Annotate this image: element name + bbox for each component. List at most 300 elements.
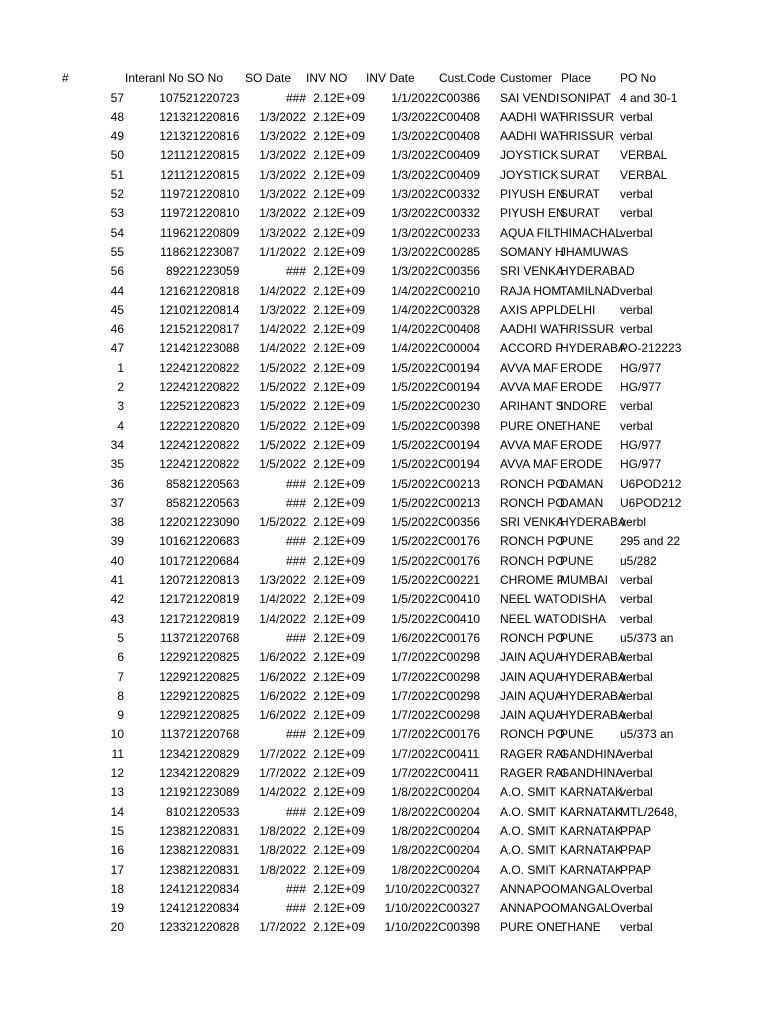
cell-so-date[interactable]: 1/3/2022 xyxy=(259,302,306,317)
cell-so-date[interactable]: 1/5/2022 xyxy=(259,437,306,452)
cell-so-no[interactable]: 21220823 xyxy=(186,399,240,414)
cell-internal-no[interactable]: 1241 xyxy=(159,901,186,916)
cell-so-date[interactable]: ### xyxy=(285,901,306,916)
cell-internal-no[interactable]: 1213 xyxy=(159,129,186,144)
cell-place[interactable]: SURAT xyxy=(560,167,600,182)
cell-row-number[interactable]: 9 xyxy=(117,708,124,723)
cell-so-date[interactable]: 1/5/2022 xyxy=(259,380,306,394)
cell-inv-no[interactable]: 2.12E+09 xyxy=(313,225,365,240)
cell-inv-no[interactable]: 2.12E+09 xyxy=(313,167,365,182)
cell-so-date[interactable]: 1/4/2022 xyxy=(259,283,306,298)
cell-so-no[interactable]: 21220768 xyxy=(186,727,240,742)
cell-so-date[interactable]: ### xyxy=(285,727,306,742)
cell-row-number[interactable]: 37 xyxy=(110,495,124,510)
cell-so-date[interactable]: ### xyxy=(285,264,306,279)
cell-so-no[interactable]: 21220818 xyxy=(186,283,240,298)
cell-row-number[interactable]: 20 xyxy=(110,920,124,935)
cell-place[interactable]: DELHI xyxy=(560,302,596,317)
cell-cust-code[interactable]: C00176 xyxy=(438,534,481,549)
cell-customer[interactable]: ANNAPOO xyxy=(500,881,561,896)
cell-po-no[interactable]: verbal xyxy=(620,650,653,665)
cell-inv-no[interactable]: 2.12E+09 xyxy=(313,90,365,105)
cell-customer[interactable]: JAIN AQUA xyxy=(500,669,563,684)
cell-so-date[interactable]: 1/8/2022 xyxy=(259,843,306,858)
cell-inv-no[interactable]: 2.12E+09 xyxy=(313,399,365,414)
cell-cust-code[interactable]: C00176 xyxy=(438,553,481,568)
cell-cust-code[interactable]: C00411 xyxy=(438,746,480,761)
cell-po-no[interactable]: verbal xyxy=(620,109,653,124)
cell-internal-no[interactable]: 1197 xyxy=(160,187,186,201)
cell-inv-date[interactable]: 1/8/2022 xyxy=(391,843,438,858)
cell-inv-date[interactable]: 1/3/2022 xyxy=(391,148,438,163)
cell-so-no[interactable]: 21220563 xyxy=(186,495,240,510)
cell-inv-no[interactable]: 2.12E+09 xyxy=(313,418,365,433)
cell-po-no[interactable]: verbal xyxy=(620,225,653,240)
cell-row-number[interactable]: 12 xyxy=(110,766,124,780)
cell-internal-no[interactable]: 1238 xyxy=(159,843,186,858)
cell-internal-no[interactable]: 1238 xyxy=(159,823,186,838)
cell-po-no[interactable]: PPAP xyxy=(620,862,652,877)
cell-inv-date[interactable]: 1/8/2022 xyxy=(391,785,438,800)
cell-so-date[interactable]: 1/5/2022 xyxy=(259,360,306,375)
cell-place[interactable]: ODISHA xyxy=(560,611,607,626)
cell-internal-no[interactable]: 858 xyxy=(165,476,186,491)
cell-inv-no[interactable]: 2.12E+09 xyxy=(313,264,365,279)
header-inv-date[interactable]: INV Date xyxy=(366,71,415,85)
cell-internal-no[interactable]: 1229 xyxy=(159,650,186,665)
cell-cust-code[interactable]: C00409 xyxy=(438,167,481,182)
cell-place[interactable]: HYDERABA xyxy=(560,515,627,530)
cell-place[interactable]: PUNE xyxy=(560,727,594,742)
header-po-no[interactable]: PO No xyxy=(620,71,657,85)
cell-inv-no[interactable]: 2.12E+09 xyxy=(313,244,365,259)
cell-inv-no[interactable]: 2.12E+09 xyxy=(313,515,365,530)
cell-so-no[interactable]: 21220822 xyxy=(186,360,240,375)
cell-so-no[interactable]: 21220819 xyxy=(186,592,240,607)
cell-internal-no[interactable]: 1016 xyxy=(159,534,186,549)
cell-internal-no[interactable]: 1186 xyxy=(160,244,186,259)
cell-customer[interactable]: A.O. SMIT xyxy=(500,823,557,838)
cell-po-no[interactable]: verbal xyxy=(620,881,653,896)
cell-cust-code[interactable]: C00194 xyxy=(438,380,481,394)
cell-cust-code[interactable]: C00356 xyxy=(438,515,481,530)
cell-internal-no[interactable]: 1220 xyxy=(159,515,186,530)
cell-place[interactable]: THANE xyxy=(560,418,601,433)
cell-po-no[interactable] xyxy=(620,262,682,281)
cell-inv-no[interactable]: 2.12E+09 xyxy=(313,495,365,510)
cell-so-date[interactable]: 1/3/2022 xyxy=(259,573,306,587)
cell-inv-no[interactable]: 2.12E+09 xyxy=(313,553,365,568)
cell-so-no[interactable]: 21220810 xyxy=(186,187,240,201)
cell-cust-code[interactable]: C00204 xyxy=(438,862,481,877)
cell-customer[interactable]: PURE ONE xyxy=(500,920,563,935)
cell-cust-code[interactable]: C00398 xyxy=(438,418,481,433)
cell-place[interactable]: KARNATAK xyxy=(560,804,623,819)
cell-inv-no[interactable]: 2.12E+09 xyxy=(313,669,365,684)
cell-so-date[interactable]: 1/3/2022 xyxy=(259,206,306,221)
cell-so-no[interactable]: 21220723 xyxy=(186,90,240,105)
cell-place[interactable]: MANGALO xyxy=(560,901,621,916)
cell-cust-code[interactable]: C00398 xyxy=(438,920,481,935)
cell-inv-date[interactable]: 1/5/2022 xyxy=(391,495,438,510)
cell-internal-no[interactable]: 1224 xyxy=(159,380,186,394)
cell-po-no[interactable]: HG/977 xyxy=(620,457,662,472)
cell-place[interactable]: PUNE xyxy=(560,534,594,549)
cell-cust-code[interactable]: C00332 xyxy=(438,206,481,221)
cell-po-no[interactable]: verbal xyxy=(620,399,653,414)
cell-place[interactable]: THANE xyxy=(560,920,601,935)
header-place[interactable]: Place xyxy=(561,71,592,85)
cell-customer[interactable]: SRI VENKA xyxy=(500,515,565,530)
cell-inv-no[interactable]: 2.12E+09 xyxy=(313,727,365,742)
cell-po-no[interactable]: u5/282 xyxy=(620,553,657,568)
cell-so-date[interactable]: ### xyxy=(285,630,306,645)
cell-inv-date[interactable]: 1/5/2022 xyxy=(391,553,438,568)
cell-customer[interactable]: A.O. SMIT xyxy=(500,862,557,877)
cell-inv-date[interactable]: 1/7/2022 xyxy=(391,669,438,684)
cell-place[interactable]: SURAT xyxy=(560,148,600,163)
cell-row-number[interactable]: 17 xyxy=(110,862,124,877)
cell-po-no[interactable]: U6POD212 xyxy=(620,476,682,491)
cell-place[interactable]: GANDHINA xyxy=(560,746,624,761)
cell-customer[interactable]: RONCH PO xyxy=(500,630,565,645)
cell-po-no[interactable]: verbal xyxy=(620,573,653,587)
cell-so-date[interactable]: 1/3/2022 xyxy=(259,225,306,240)
cell-customer[interactable]: AVVA MAF xyxy=(500,360,559,375)
cell-inv-date[interactable]: 1/3/2022 xyxy=(391,129,438,144)
cell-cust-code[interactable]: C00194 xyxy=(438,457,481,472)
cell-internal-no[interactable]: 1238 xyxy=(159,862,186,877)
cell-so-no[interactable]: 21220683 xyxy=(186,534,240,549)
cell-so-date[interactable]: ### xyxy=(285,881,306,896)
cell-place[interactable]: PUNE xyxy=(560,553,594,568)
cell-po-no[interactable]: verbal xyxy=(620,688,653,703)
cell-internal-no[interactable]: 1137 xyxy=(160,630,186,645)
cell-internal-no[interactable]: 1137 xyxy=(160,727,186,742)
cell-inv-no[interactable]: 2.12E+09 xyxy=(313,592,365,607)
cell-po-no[interactable]: verbl xyxy=(620,515,647,530)
cell-inv-no[interactable]: 2.12E+09 xyxy=(313,360,365,375)
cell-cust-code[interactable]: C00332 xyxy=(438,187,481,201)
cell-place[interactable]: ODISHA xyxy=(560,592,607,607)
cell-so-no[interactable]: 21220533 xyxy=(186,804,240,819)
cell-po-no[interactable]: u5/373 an xyxy=(620,630,674,645)
cell-so-date[interactable]: 1/8/2022 xyxy=(259,862,306,877)
cell-cust-code[interactable]: C00204 xyxy=(438,804,481,819)
cell-po-no[interactable]: verbal xyxy=(620,283,653,298)
cell-inv-date[interactable]: 1/3/2022 xyxy=(391,264,438,279)
cell-inv-date[interactable]: 1/3/2022 xyxy=(391,109,438,124)
cell-so-no[interactable]: 21223059 xyxy=(186,264,240,279)
cell-so-date[interactable]: ### xyxy=(285,804,306,819)
cell-inv-date[interactable]: 1/7/2022 xyxy=(391,708,438,723)
cell-inv-date[interactable]: 1/3/2022 xyxy=(391,206,438,221)
cell-customer[interactable]: RAJA HOM xyxy=(500,283,562,298)
cell-row-number[interactable]: 53 xyxy=(110,206,124,221)
cell-cust-code[interactable]: C00327 xyxy=(438,901,481,916)
cell-customer[interactable]: AADHI WAT xyxy=(500,129,566,144)
cell-inv-date[interactable]: 1/5/2022 xyxy=(391,437,438,452)
cell-place[interactable]: KARNATAK xyxy=(560,843,623,858)
cell-row-number[interactable]: 15 xyxy=(110,823,124,838)
cell-internal-no[interactable]: 1196 xyxy=(160,225,186,240)
cell-inv-date[interactable]: 1/3/2022 xyxy=(391,244,438,259)
cell-customer[interactable]: NEEL WAT xyxy=(500,611,560,626)
cell-internal-no[interactable]: 1224 xyxy=(159,437,186,452)
cell-po-no[interactable]: MTL/2648, xyxy=(620,804,678,819)
cell-so-no[interactable]: 21220828 xyxy=(186,920,240,935)
cell-inv-date[interactable]: 1/3/2022 xyxy=(391,225,438,240)
cell-cust-code[interactable]: C00298 xyxy=(438,669,481,684)
cell-internal-no[interactable]: 1197 xyxy=(160,206,186,221)
cell-so-date[interactable]: 1/6/2022 xyxy=(259,669,306,684)
cell-place[interactable]: TAMILNAD xyxy=(560,283,620,298)
cell-customer[interactable]: RONCH PO xyxy=(500,553,565,568)
cell-inv-date[interactable]: 1/5/2022 xyxy=(391,380,438,394)
cell-po-no[interactable]: HG/977 xyxy=(620,360,662,375)
cell-row-number[interactable]: 41 xyxy=(110,573,124,587)
cell-cust-code[interactable]: C00204 xyxy=(438,823,481,838)
cell-cust-code[interactable]: C00298 xyxy=(438,708,481,723)
cell-so-no[interactable]: 21223087 xyxy=(186,244,240,259)
cell-so-date[interactable]: 1/7/2022 xyxy=(259,920,306,935)
cell-inv-date[interactable]: 1/4/2022 xyxy=(391,341,438,356)
cell-so-no[interactable]: 21220813 xyxy=(186,573,240,587)
cell-inv-date[interactable]: 1/5/2022 xyxy=(391,399,438,414)
cell-inv-date[interactable]: 1/4/2022 xyxy=(391,283,438,298)
cell-internal-no[interactable]: 1241 xyxy=(159,881,186,896)
cell-cust-code[interactable]: C00327 xyxy=(438,881,481,896)
cell-place[interactable]: HIMACHAL xyxy=(560,225,623,240)
cell-inv-no[interactable]: 2.12E+09 xyxy=(313,380,365,394)
cell-customer[interactable]: RONCH PO xyxy=(500,534,565,549)
cell-po-no[interactable]: verbal xyxy=(620,708,653,723)
cell-customer[interactable]: RONCH PO xyxy=(500,727,565,742)
cell-inv-date[interactable]: 1/5/2022 xyxy=(391,611,438,626)
cell-internal-no[interactable]: 1219 xyxy=(159,785,186,800)
header-inv-no[interactable]: INV NO xyxy=(306,71,348,85)
cell-row-number[interactable]: 57 xyxy=(110,90,124,105)
cell-so-no[interactable]: 21220768 xyxy=(186,630,240,645)
cell-place[interactable]: HYDERABA xyxy=(560,669,627,684)
cell-row-number[interactable]: 6 xyxy=(117,650,124,665)
cell-so-date[interactable]: 1/3/2022 xyxy=(259,148,306,163)
cell-cust-code[interactable]: C00221 xyxy=(438,573,481,587)
cell-so-no[interactable]: 21220822 xyxy=(186,437,240,452)
cell-internal-no[interactable]: 1207 xyxy=(159,573,186,587)
cell-inv-date[interactable]: 1/5/2022 xyxy=(391,592,438,607)
cell-inv-no[interactable]: 2.12E+09 xyxy=(313,341,365,356)
cell-internal-no[interactable]: 1213 xyxy=(159,109,186,124)
cell-so-date[interactable]: 1/7/2022 xyxy=(259,766,306,780)
cell-cust-code[interactable]: C00004 xyxy=(438,341,481,356)
cell-internal-no[interactable]: 1222 xyxy=(159,418,186,433)
cell-cust-code[interactable]: C00298 xyxy=(438,688,481,703)
cell-so-no[interactable]: 21220831 xyxy=(186,843,240,858)
cell-place[interactable]: HRISSUR xyxy=(560,322,615,337)
cell-cust-code[interactable]: C00233 xyxy=(438,225,481,240)
cell-so-date[interactable]: 1/5/2022 xyxy=(259,457,306,472)
cell-inv-date[interactable]: 1/8/2022 xyxy=(391,823,438,838)
cell-customer[interactable]: JAIN AQUA xyxy=(500,650,563,665)
cell-inv-no[interactable]: 2.12E+09 xyxy=(313,881,365,896)
cell-place[interactable]: MANGALO xyxy=(560,881,621,896)
cell-internal-no[interactable]: 858 xyxy=(165,495,186,510)
cell-inv-no[interactable]: 2.12E+09 xyxy=(313,766,365,780)
cell-so-date[interactable]: 1/6/2022 xyxy=(259,688,306,703)
cell-cust-code[interactable]: C00408 xyxy=(438,322,481,337)
cell-so-date[interactable]: 1/7/2022 xyxy=(259,746,306,761)
cell-so-no[interactable]: 21220834 xyxy=(186,881,240,896)
cell-row-number[interactable]: 4 xyxy=(117,418,124,433)
cell-customer[interactable]: PIYUSH EN xyxy=(500,187,565,201)
cell-inv-date[interactable]: 1/6/2022 xyxy=(391,630,438,645)
cell-so-date[interactable]: 1/4/2022 xyxy=(259,341,306,356)
cell-cust-code[interactable]: C00204 xyxy=(438,843,481,858)
cell-po-no[interactable]: verbal xyxy=(620,418,653,433)
cell-cust-code[interactable]: C00408 xyxy=(438,109,481,124)
cell-po-no[interactable]: verbal xyxy=(620,901,653,916)
cell-so-date[interactable]: ### xyxy=(285,553,306,568)
cell-row-number[interactable]: 8 xyxy=(117,688,124,703)
cell-place[interactable]: ERODE xyxy=(560,437,603,452)
cell-po-no[interactable]: PO-212223 xyxy=(620,341,682,356)
cell-row-number[interactable]: 46 xyxy=(110,322,124,337)
cell-so-no[interactable]: 21220684 xyxy=(186,553,240,568)
cell-so-date[interactable]: 1/5/2022 xyxy=(259,399,306,414)
cell-inv-date[interactable]: 1/3/2022 xyxy=(391,187,438,201)
cell-inv-no[interactable]: 2.12E+09 xyxy=(313,843,365,858)
cell-internal-no[interactable]: 1211 xyxy=(160,148,186,163)
cell-inv-date[interactable]: 1/5/2022 xyxy=(391,534,438,549)
cell-po-no[interactable]: verbal xyxy=(620,302,653,317)
cell-row-number[interactable]: 45 xyxy=(110,302,124,317)
cell-place[interactable]: ERODE xyxy=(560,457,603,472)
cell-so-no[interactable]: 21223090 xyxy=(186,515,240,530)
cell-po-no[interactable]: U6POD212 xyxy=(620,495,682,510)
cell-internal-no[interactable]: 810 xyxy=(165,804,186,819)
cell-so-date[interactable]: 1/4/2022 xyxy=(259,785,306,800)
cell-inv-no[interactable]: 2.12E+09 xyxy=(313,708,365,723)
cell-po-no[interactable]: VERBAL xyxy=(620,148,668,163)
cell-row-number[interactable]: 51 xyxy=(110,167,124,182)
cell-cust-code[interactable]: C00356 xyxy=(438,264,481,279)
cell-customer[interactable]: ARIHANT S xyxy=(500,399,564,414)
cell-so-no[interactable]: 21220819 xyxy=(186,611,240,626)
header-internal-no[interactable]: Interanl No xyxy=(125,71,184,85)
cell-place[interactable]: DAMAN xyxy=(560,495,604,510)
cell-so-no[interactable]: 21220563 xyxy=(186,476,240,491)
cell-inv-no[interactable]: 2.12E+09 xyxy=(313,148,365,163)
cell-po-no[interactable]: PPAP xyxy=(620,843,652,858)
cell-place[interactable]: HRISSUR xyxy=(560,109,615,124)
cell-customer[interactable]: AVVA MAF xyxy=(500,380,559,394)
cell-inv-date[interactable]: 1/5/2022 xyxy=(391,418,438,433)
cell-so-no[interactable]: 21220829 xyxy=(186,766,240,780)
cell-cust-code[interactable]: C00328 xyxy=(438,302,481,317)
cell-row-number[interactable]: 10 xyxy=(110,727,124,742)
cell-row-number[interactable]: 38 xyxy=(110,515,124,530)
cell-so-no[interactable]: 21220825 xyxy=(186,708,240,723)
cell-inv-date[interactable]: 1/10/2022 xyxy=(384,901,438,916)
cell-po-no[interactable]: verbal xyxy=(620,187,653,201)
cell-row-number[interactable]: 52 xyxy=(110,187,124,201)
cell-po-no[interactable]: verbal xyxy=(620,611,653,626)
cell-place[interactable]: SURAT xyxy=(560,206,600,221)
cell-customer[interactable]: AQUA FILT xyxy=(500,225,561,240)
cell-po-no[interactable]: VERBAL xyxy=(620,167,668,182)
cell-internal-no[interactable]: 1229 xyxy=(159,669,186,684)
cell-inv-date[interactable]: 1/8/2022 xyxy=(391,804,438,819)
cell-cust-code[interactable]: C00298 xyxy=(438,650,481,665)
cell-so-no[interactable]: 21220816 xyxy=(186,109,240,124)
cell-po-no[interactable]: verbal xyxy=(620,322,653,337)
cell-row-number[interactable]: 42 xyxy=(110,592,124,607)
cell-so-date[interactable]: ### xyxy=(285,90,306,105)
header-so-no[interactable]: SO No xyxy=(187,71,224,85)
cell-po-no[interactable]: 295 and 22 xyxy=(620,534,681,549)
header-customer[interactable]: Customer xyxy=(500,71,553,85)
cell-row-number[interactable]: 1 xyxy=(117,360,124,375)
cell-inv-date[interactable]: 1/5/2022 xyxy=(391,457,438,472)
cell-place[interactable]: MUMBAI xyxy=(560,573,608,587)
cell-po-no[interactable]: HG/977 xyxy=(620,437,662,452)
cell-cust-code[interactable]: C00230 xyxy=(438,399,481,414)
cell-so-date[interactable]: 1/5/2022 xyxy=(259,515,306,530)
header-so-date[interactable]: SO Date xyxy=(245,71,292,85)
cell-cust-code[interactable]: C00204 xyxy=(438,785,481,800)
cell-so-no[interactable]: 21223089 xyxy=(186,785,240,800)
cell-row-number[interactable]: 47 xyxy=(110,341,124,356)
cell-so-no[interactable]: 21220825 xyxy=(186,688,240,703)
cell-so-no[interactable]: 21220829 xyxy=(186,746,240,761)
cell-so-no[interactable]: 21220816 xyxy=(186,129,240,144)
cell-customer[interactable]: JOYSTICK xyxy=(500,167,559,182)
cell-po-no[interactable]: PPAP xyxy=(620,823,652,838)
cell-so-no[interactable]: 21220831 xyxy=(186,862,240,877)
cell-so-no[interactable]: 21220825 xyxy=(186,650,240,665)
cell-inv-no[interactable]: 2.12E+09 xyxy=(313,785,365,800)
cell-inv-no[interactable]: 2.12E+09 xyxy=(313,630,365,645)
cell-row-number[interactable]: 7 xyxy=(117,669,124,684)
cell-inv-no[interactable]: 2.12E+09 xyxy=(313,187,365,201)
cell-row-number[interactable]: 40 xyxy=(110,553,124,568)
cell-internal-no[interactable]: 1210 xyxy=(159,302,186,317)
cell-customer[interactable]: ACCORD P xyxy=(500,341,564,356)
cell-customer[interactable]: ANNAPOO xyxy=(500,901,561,916)
cell-inv-date[interactable]: 1/8/2022 xyxy=(391,862,438,877)
cell-internal-no[interactable]: 1215 xyxy=(159,322,186,337)
cell-place[interactable]: DAMAN xyxy=(560,476,604,491)
cell-customer[interactable]: PURE ONE xyxy=(500,418,563,433)
cell-place[interactable]: HYDERABA xyxy=(560,688,627,703)
cell-inv-no[interactable]: 2.12E+09 xyxy=(313,457,365,472)
cell-cust-code[interactable]: C00194 xyxy=(438,437,481,452)
cell-inv-no[interactable]: 2.12E+09 xyxy=(313,688,365,703)
cell-inv-date[interactable]: 1/4/2022 xyxy=(391,302,438,317)
cell-row-number[interactable]: 49 xyxy=(110,129,124,144)
cell-customer[interactable]: JOYSTICK xyxy=(500,148,559,163)
cell-inv-no[interactable]: 2.12E+09 xyxy=(313,109,365,124)
cell-so-date[interactable]: 1/3/2022 xyxy=(259,187,306,201)
cell-inv-date[interactable]: 1/5/2022 xyxy=(391,360,438,375)
cell-so-date[interactable]: 1/8/2022 xyxy=(259,823,306,838)
cell-customer[interactable]: AVVA MAF xyxy=(500,457,559,472)
cell-row-number[interactable]: 56 xyxy=(110,264,124,279)
cell-so-no[interactable]: 21220815 xyxy=(186,148,240,163)
cell-customer[interactable]: SAI VENDI xyxy=(500,90,560,105)
cell-inv-no[interactable]: 2.12E+09 xyxy=(313,573,365,587)
